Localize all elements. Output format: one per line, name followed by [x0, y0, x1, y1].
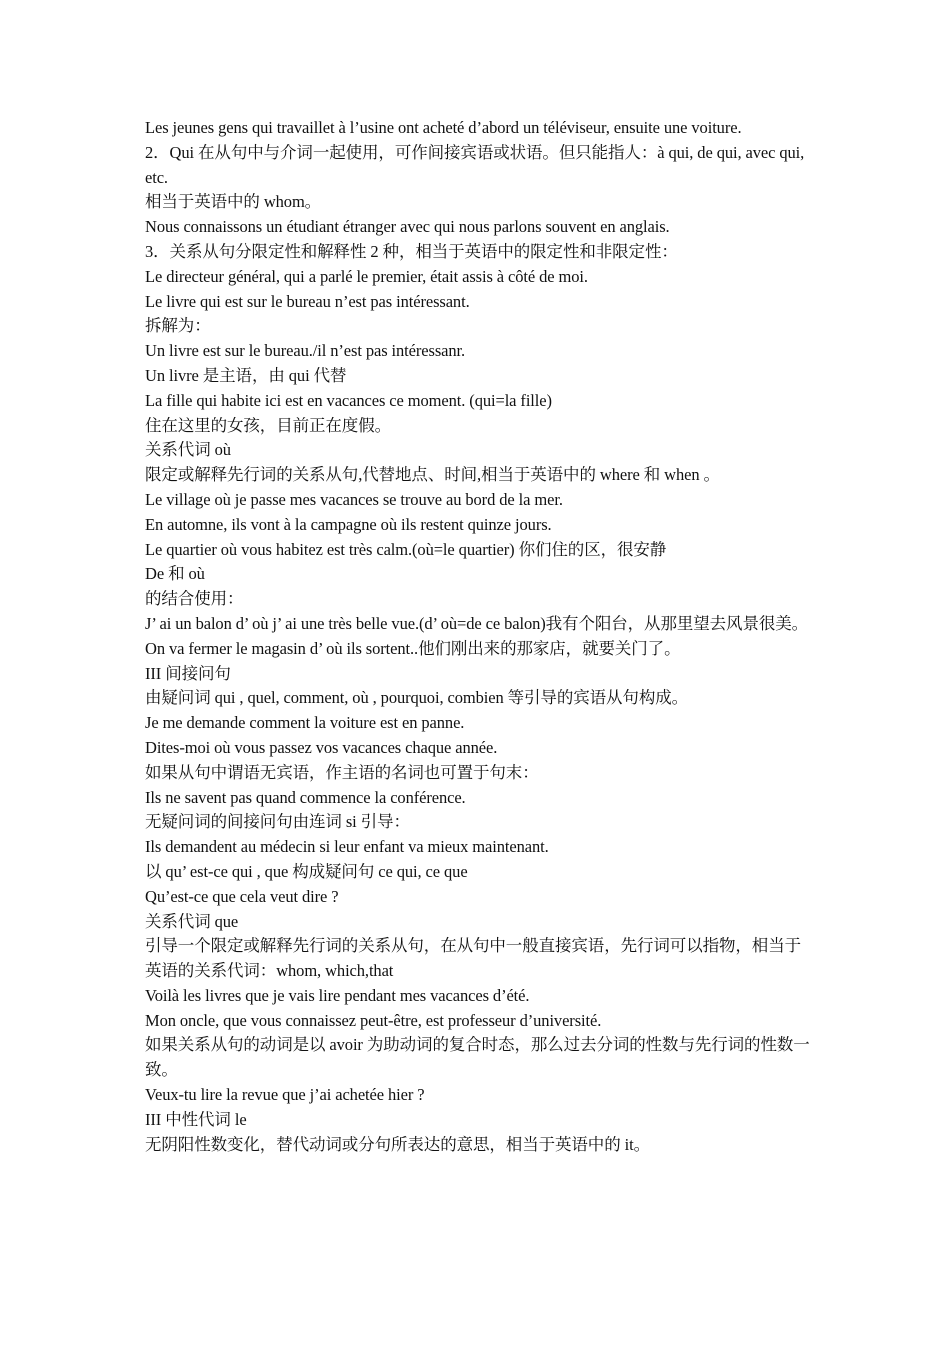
- text-line: 由疑问词 qui , quel, comment, où , pourquoi, combien 等引导的宾语从句构成。: [145, 688, 689, 708]
- text-line: 无阴阳性数变化，替代动词或分句所表达的意思，相当于英语中的 it。: [145, 1134, 650, 1154]
- text-line: Le livre qui est sur le bureau n’est pas intéressant.: [145, 291, 470, 311]
- text-line: 限定或解释先行词的关系从句,代替地点、时间,相当于英语中的 where 和 when 。: [145, 465, 720, 485]
- text-line: 如果从句中谓语无宾语，作主语的名词也可置于句末：: [145, 762, 539, 782]
- text-line: 3．关系从句分限定性和解释性 2 种，相当于英语中的限定性和非限定性：: [145, 241, 678, 261]
- text-line: Ils demandent au médecin si leur enfant va mieux maintenant.: [145, 837, 549, 857]
- text-line: Le village où je passe mes vacances se trouve au bord de la mer.: [145, 489, 563, 509]
- document-body: [145, 116, 813, 1157]
- text-line: Voilà les livres que je vais lire pendant mes vacances d’été.: [145, 985, 530, 1005]
- text-line: Qu’est-ce que cela veut dire ?: [145, 886, 339, 906]
- text-line: Nous connaissons un étudiant étranger avec qui nous parlons souvent en anglais.: [145, 217, 670, 237]
- text-line: 的结合使用：: [145, 589, 244, 609]
- text-line: 无疑问词的间接问句由连词 si 引导：: [145, 812, 410, 832]
- section-heading: III 中性代词 le: [145, 1109, 247, 1129]
- text-line: Ils ne savent pas quand commence la conférence.: [145, 787, 466, 807]
- text-line: Veux-tu lire la revue que j’ai achetée hier ?: [145, 1085, 425, 1105]
- text-line: 如果关系从句的动词是以 avoir 为助动词的复合时态，那么过去分词的性数与先行词的性数一致。: [145, 1035, 810, 1080]
- text-line: La fille qui habite ici est en vacances ce moment. (qui=la fille): [145, 390, 552, 410]
- text-line: Les jeunes gens qui travaillet à l’usine ont acheté d’abord un téléviseur, ensuite une voiture.: [145, 118, 742, 137]
- section-heading: 关系代词 où: [145, 440, 231, 460]
- text-line: 引导一个限定或解释先行词的关系从句，在从句中一般直接宾语，先行词可以指物，相当于英语的关系代词：whom, which,that: [145, 936, 802, 981]
- text-line: 住在这里的女孩，目前正在度假。: [145, 415, 392, 435]
- text-line: On va fermer le magasin d’ où ils sortent..他们刚出来的那家店，就要关门了。: [145, 638, 681, 658]
- text-line: Un livre 是主语，由 qui 代替: [145, 365, 347, 385]
- text-line: 拆解为：: [145, 316, 211, 336]
- text-line: Mon oncle, que vous connaissez peut-être, est professeur d’université.: [145, 1010, 602, 1030]
- section-heading: 关系代词 que: [145, 911, 239, 931]
- text-line: Je me demande comment la voiture est en panne.: [145, 713, 465, 733]
- text-line: 相当于英语中的 whom。: [145, 192, 322, 212]
- text-line: Le directeur général, qui a parlé le premier, était assis à côté de moi.: [145, 266, 588, 286]
- text-line: Dites-moi où vous passez vos vacances chaque année.: [145, 737, 498, 757]
- section-heading: III 间接问句: [145, 663, 231, 683]
- text-line: En automne, ils vont à la campagne où ils restent quinze jours.: [145, 514, 552, 534]
- text-line: 2．Qui 在从句中与介词一起使用，可作间接宾语或状语。但只能指人：à qui, de qui, avec qui, etc.: [145, 142, 805, 187]
- text-line: Le quartier où vous habitez est très calm.(où=le quartier) 你们住的区，很安静: [145, 539, 667, 559]
- text-line: De 和 où: [145, 564, 205, 584]
- text-line: J’ ai un balon d’ où j’ ai une très belle vue.(d’ où=de ce balon)我有个阳台，从那里望去风景很美。: [145, 613, 809, 633]
- text-line: 以 qu’ est-ce qui , que 构成疑问句 ce qui, ce que: [145, 861, 468, 881]
- text-line: Un livre est sur le bureau./il n’est pas intéressanr.: [145, 341, 466, 361]
